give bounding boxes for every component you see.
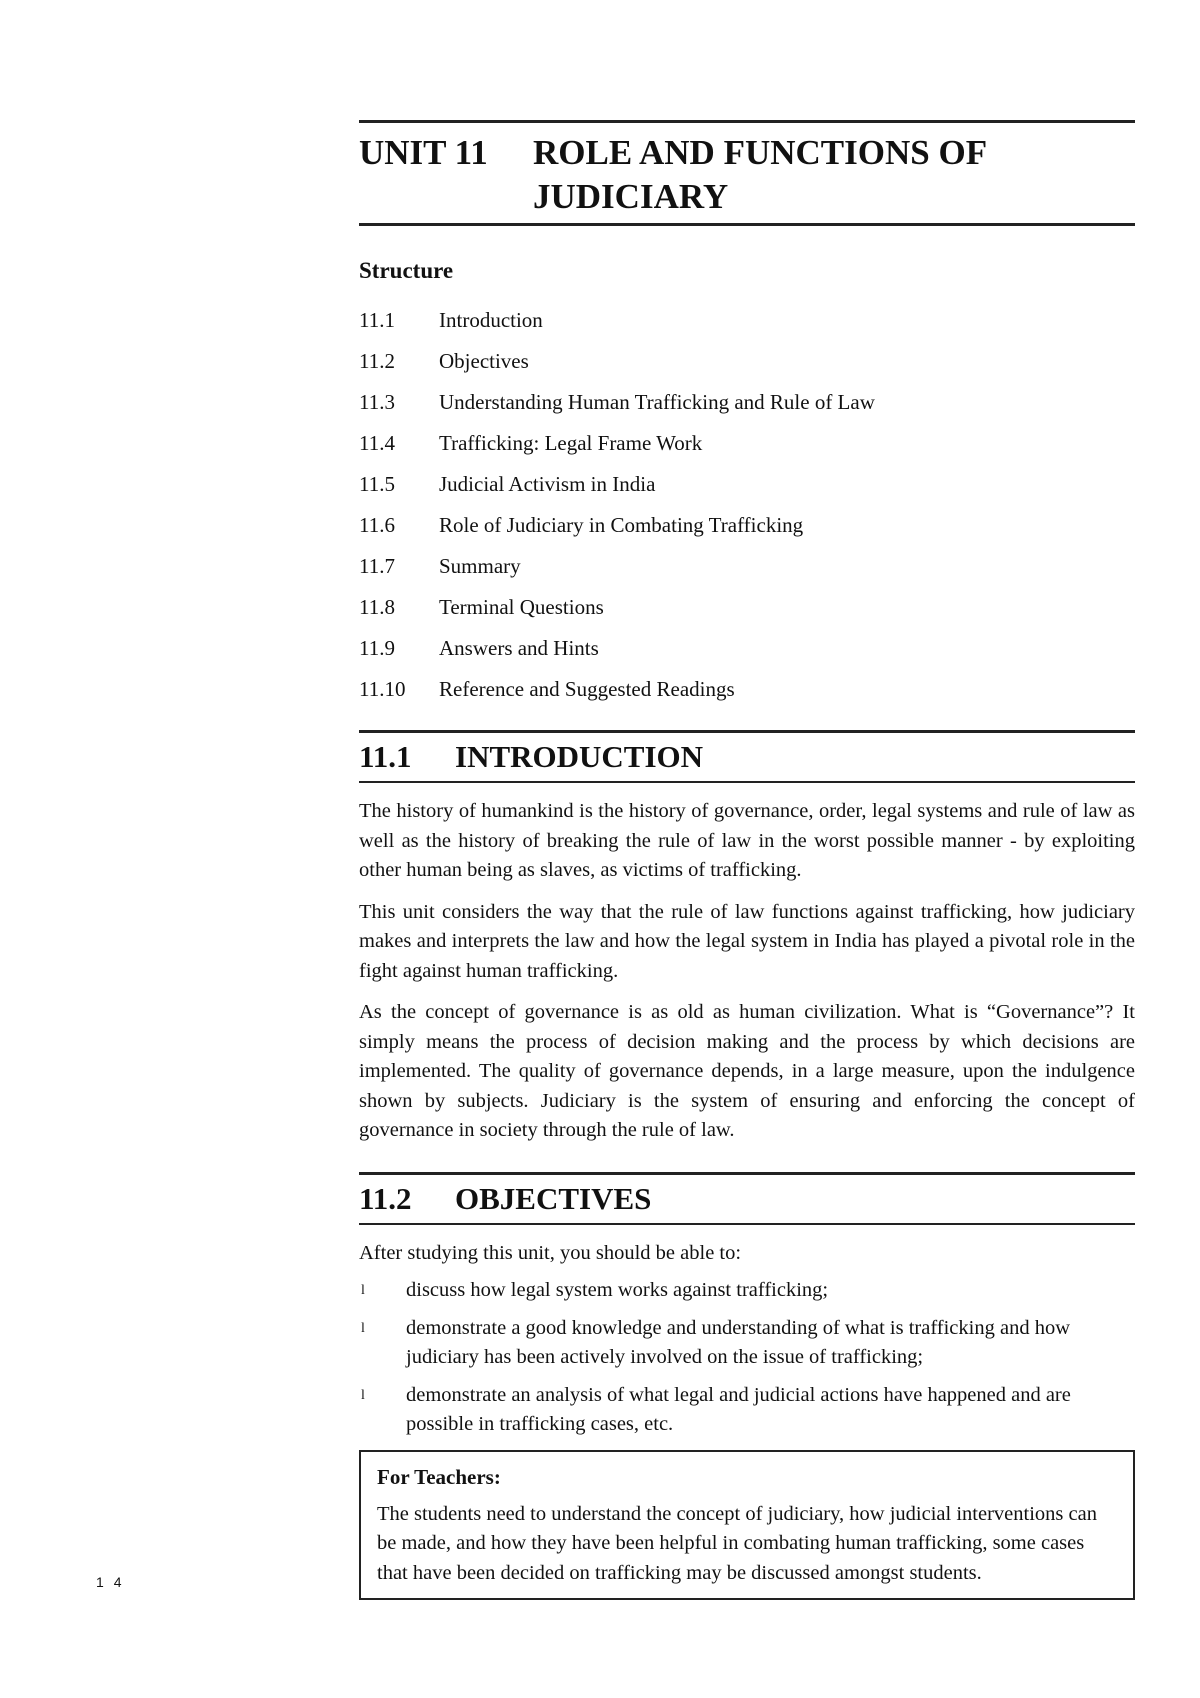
structure-item-label: Understanding Human Trafficking and Rule of Law [439,390,875,414]
structure-item-label: Introduction [439,308,543,332]
structure-item-label: Reference and Suggested Readings [439,677,735,701]
bullet-icon: l [361,1283,365,1298]
objectives-list [359,1276,1135,1440]
objectives-section [359,1172,1135,1440]
structure-item-label: Objectives [439,349,529,373]
section-bottom-rule [359,1223,1135,1225]
unit-bottom-rule [359,223,1135,226]
section-number: 11.1 [359,739,412,774]
unit-heading [359,123,1135,223]
structure-item [359,382,1135,423]
structure-item [359,669,1135,710]
section-bottom-rule [359,781,1135,783]
structure-item-number: 11.8 [359,595,395,619]
bullet-icon: l [361,1320,365,1336]
structure-item [359,423,1135,464]
structure-item [359,341,1135,382]
structure-item [359,587,1135,628]
list-item [359,1276,1135,1306]
objectives-intro: After studying this unit, you should be able to: [359,1241,742,1264]
structure-item-number: 11.5 [359,472,395,496]
structure-item-number: 11.2 [359,349,395,373]
teachers-note-box [359,1450,1135,1601]
structure-item-label: Judicial Activism in India [439,472,656,496]
section-number: 11.2 [359,1180,412,1216]
list-item [359,1314,1135,1373]
paragraph: The history of humankind is the history of governance, order, legal systems and rule of law as well as the history of breaking the rule of law in the worst possible manner - by exploiting other human being as slaves, as victims of trafficking. [359,800,1135,881]
list-item-text: demonstrate an analysis of what legal and judicial actions have happened and are possible in trafficking cases, etc. [406,1383,1071,1435]
list-item [359,1381,1135,1440]
structure-list [359,300,1135,710]
structure-item-number: 11.7 [359,554,395,578]
section-heading [359,733,1135,781]
list-item-text: discuss how legal system works against trafficking; [406,1279,829,1301]
section-title: INTRODUCTION [455,739,704,774]
unit-title: ROLE AND FUNCTIONS OF JUDICIARY [533,133,986,216]
section-title: OBJECTIVES [455,1180,652,1216]
structure-item-number: 11.4 [359,431,395,455]
introduction-section [359,730,1135,1146]
structure-item-number: 11.1 [359,308,395,332]
structure-item-label: Role of Judiciary in Combating Trafficking [439,513,804,537]
structure-item [359,546,1135,587]
structure-item-number: 11.3 [359,390,395,414]
paragraph: As the concept of governance is as old as human civilization. What is “Governance”? It simply means the process of decision making and the process by which decisions are implemented. The quality of governance depends, in a large measure, upon the indulgence shown by subjects. Judiciary is the system of ensuring and enforcing the concept of governance in society through the rule of law. [359,1001,1135,1141]
structure-item-number: 11.9 [359,636,395,660]
structure-item-label: Terminal Questions [439,595,604,619]
teachers-note-text: The students need to understand the concept of judiciary, how judicial interventions can be made, and how they have been helpful in combating human trafficking, some cases that have been decided on trafficking may be discussed amongst students. [377,1502,1097,1584]
structure-item-label: Answers and Hints [439,636,599,660]
structure-item-label: Summary [439,554,521,578]
page-number: 14 [96,1574,132,1590]
teachers-note-title: For Teachers: [377,1464,501,1489]
structure-item [359,300,1135,341]
section-heading [359,1175,1135,1223]
structure-item [359,628,1135,669]
structure-item-number: 11.10 [359,677,406,701]
structure-item-label: Trafficking: Legal Frame Work [439,431,703,455]
structure-item-number: 11.6 [359,513,395,537]
paragraph: This unit considers the way that the rule of law functions against trafficking, how judiciary makes and interprets the law and how the legal system in India has played a pivotal role in the fight against human trafficking. [359,900,1135,982]
structure-item [359,464,1135,505]
page-content [359,120,1135,1600]
structure-item [359,505,1135,546]
structure-heading: Structure [359,258,454,283]
bullet-icon: l [361,1387,365,1403]
unit-number: UNIT 11 [359,133,488,172]
list-item-text: demonstrate a good knowledge and understanding of what is trafficking and how judiciary has been actively involved on the issue of trafficking; [406,1316,1070,1368]
